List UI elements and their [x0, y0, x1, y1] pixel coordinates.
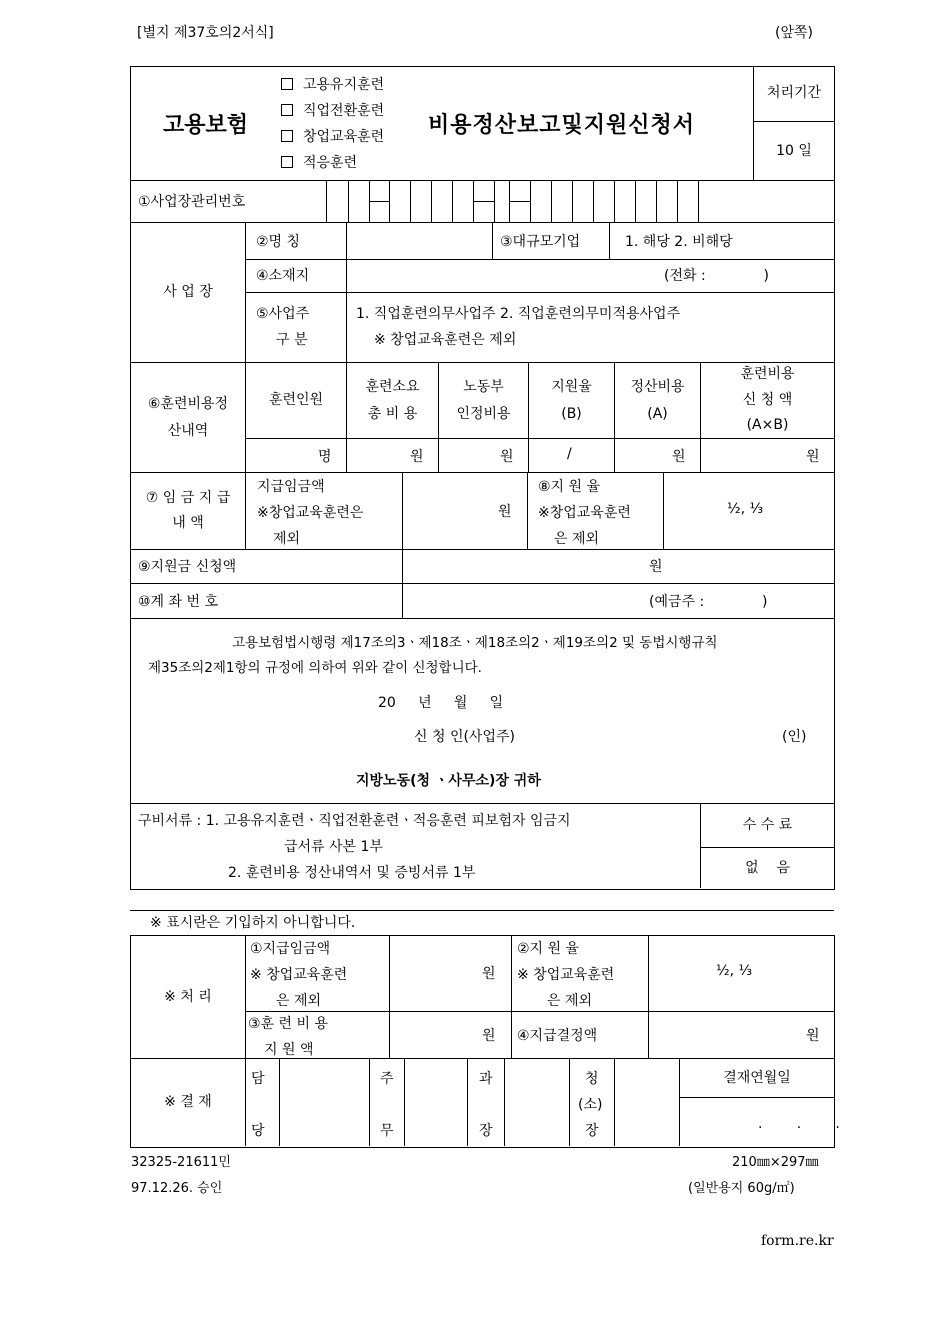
training-type-options: 고용유지훈련 직업전환훈련 창업교육훈련 적응훈련: [281, 72, 384, 176]
proc-decision-label: ④지급결정액: [517, 1028, 598, 1044]
col-support-rate: 지원율 (B): [551, 378, 592, 422]
apply-amount-unit: 원: [649, 559, 663, 575]
large-company-label: ③대규모기업: [500, 234, 581, 250]
fee-label: 수 수 료: [742, 817, 793, 834]
processing-label: ※ 처 리: [164, 988, 212, 1005]
statement-line-1: 고용보험법시행령 제17조의3ㆍ제18조ㆍ제18조의2ㆍ제19조의2 및 동법시행규칙: [232, 635, 718, 651]
proc-cost-unit: 원: [482, 1028, 496, 1044]
proc-rate-value: ½, ⅓: [716, 963, 753, 979]
workplace-label: 사 업 장: [163, 284, 213, 301]
account-label: ⑩계 좌 번 호: [138, 594, 218, 610]
owner-type-options[interactable]: 1. 직업훈련의무사업주 2. 직업훈련의무미적용사업주: [356, 306, 681, 322]
owner-type-label: ⑤사업주: [256, 306, 310, 322]
name-label: ②명 칭: [256, 234, 301, 250]
recipient: 지방노동(청 ㆍ사무소)장 귀하: [356, 773, 541, 789]
col-approved-cost: 노동부 인정비용: [456, 378, 511, 422]
account-holder-field[interactable]: (예금주 : ): [649, 594, 768, 610]
large-company-options[interactable]: 1. 해당 2. 비해당: [625, 234, 733, 250]
form-title: 비용정산보고및지원신청서: [428, 113, 696, 138]
owner-type-label-2: 구 분: [276, 332, 308, 348]
proc-decision-unit: 원: [806, 1028, 820, 1044]
col-total-cost: 훈련소요 총 비 용: [365, 378, 420, 422]
proc-wage-unit: 원: [482, 966, 496, 982]
required-docs-line-3: 2. 훈련비용 정산내역서 및 증빙서류 1부: [228, 865, 476, 881]
approval-staff-1: 담: [251, 1071, 265, 1087]
approval-section-1: 과: [479, 1071, 493, 1087]
support-rate-label: ⑧지 원 율 ※창업교육훈련 은 제외: [538, 479, 631, 547]
name-field[interactable]: [352, 228, 490, 256]
apply-amount-label: ⑨지원금 신청액: [138, 559, 237, 575]
unit-won-3: 원: [672, 449, 686, 465]
checkbox-icon[interactable]: [281, 156, 293, 168]
site-number-label: ①사업장관리번호: [138, 194, 246, 210]
fee-value: 없 음: [745, 859, 790, 876]
approval-section-2: 장: [479, 1123, 493, 1139]
checkbox-icon[interactable]: [281, 78, 293, 90]
form-code: 32325-21611민: [131, 1155, 231, 1170]
unit-persons: 명: [318, 449, 332, 465]
source-site: form.re.kr: [761, 1233, 834, 1249]
col-trainees: 훈련인원: [268, 392, 324, 409]
form-number: [별지 제37호의2서식]: [137, 25, 274, 41]
processing-period-label: 처리기간: [766, 85, 822, 102]
col-settled-cost: 정산비용 (A): [630, 378, 685, 422]
approval-staff-2: 당: [251, 1123, 265, 1139]
processing-period-value: 10 일: [776, 142, 812, 159]
approval-date-footer: 97.12.26. 승인: [131, 1181, 223, 1196]
wage-label: ⑦ 임 금 지 급 내 액: [145, 489, 231, 531]
required-docs-line-2: 급서류 사본 1부: [284, 839, 383, 855]
paper-size: 210㎜×297㎜: [732, 1155, 819, 1170]
unit-won-2: 원: [500, 449, 514, 465]
approval-office-mid: (소): [578, 1097, 603, 1113]
owner-type-note: ※ 창업교육훈련은 제외: [374, 332, 517, 348]
phone-field[interactable]: (전화 : ): [664, 268, 769, 284]
proc-wage-label: ①지급임금액 ※ 창업교육훈련 은 제외: [250, 941, 348, 1009]
checkbox-icon[interactable]: [281, 130, 293, 142]
title-prefix: 고용보험: [163, 113, 249, 138]
checkbox-icon[interactable]: [281, 104, 293, 116]
col-requested-amount: 훈련비용 신 청 액 (A×B): [740, 365, 795, 434]
office-use-note: ※ 표시란은 기입하지 아니합니다.: [150, 915, 356, 931]
unit-won-4: 원: [806, 449, 820, 465]
page-side: (앞쪽): [775, 25, 813, 41]
application-date[interactable]: 20 년 월 일: [378, 695, 504, 711]
wage-paid-label: 지급임금액 ※창업교육훈련은 제외: [257, 479, 364, 547]
approval-label: ※ 결 재: [164, 1094, 212, 1111]
statement-line-2: 제35조의2제1항의 규정에 의하여 위와 같이 신청합니다.: [148, 660, 482, 676]
proc-cost-label: ③훈 련 비 용 지 원 액: [248, 1016, 328, 1058]
paper-type: (일반용지 60g/㎡): [688, 1181, 795, 1196]
support-rate-value[interactable]: ½, ⅓: [727, 501, 764, 517]
approval-date-label: 결재연월일: [723, 1069, 791, 1086]
approval-chief-2: 무: [380, 1123, 394, 1139]
seal-mark: (인): [782, 729, 807, 745]
training-cost-label: ⑥훈련비용정 산내역: [147, 395, 229, 439]
proc-rate-label: ②지 원 율 ※ 창업교육훈련 은 제외: [517, 941, 615, 1009]
unit-won-1: 원: [410, 449, 424, 465]
required-docs-line-1: 구비서류 : 1. 고용유지훈련ㆍ직업전환훈련ㆍ적응훈련 피보험자 임금지: [138, 813, 571, 829]
unit-fraction: /: [567, 446, 572, 462]
address-label: ④소재지: [256, 268, 310, 284]
approval-office-2: 장: [585, 1123, 599, 1139]
approval-date-value[interactable]: . . .: [758, 1116, 842, 1132]
approval-office-1: 청: [585, 1071, 599, 1087]
applicant-label: 신 청 인(사업주): [414, 729, 515, 745]
approval-chief-1: 주: [380, 1071, 394, 1087]
wage-unit: 원: [498, 504, 512, 520]
